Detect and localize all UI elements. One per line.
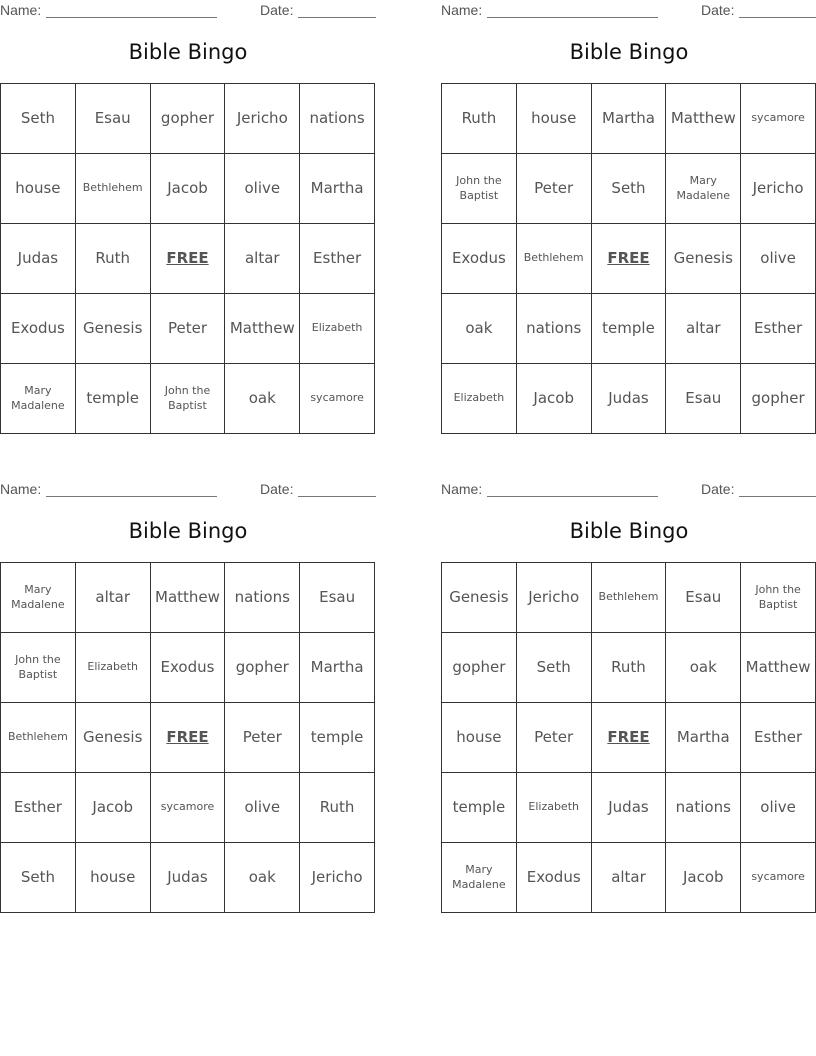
bingo-cell: temple bbox=[592, 294, 667, 364]
bingo-cell: Judas bbox=[592, 773, 667, 843]
date-label: Date: bbox=[260, 2, 294, 18]
bingo-cell: house bbox=[76, 843, 151, 913]
bingo-cell: Esther bbox=[300, 224, 375, 294]
bingo-cell: Jacob bbox=[76, 773, 151, 843]
bingo-cell: house bbox=[1, 154, 76, 224]
bingo-cell: Esther bbox=[1, 773, 76, 843]
bingo-cell: altar bbox=[592, 843, 667, 913]
bingo-cell: sycamore bbox=[151, 773, 226, 843]
name-label: Name: bbox=[441, 2, 483, 18]
name-date-line bbox=[441, 481, 816, 499]
bingo-cell: Exodus bbox=[442, 224, 517, 294]
bingo-cell: Bethlehem bbox=[76, 154, 151, 224]
bingo-cell: Peter bbox=[225, 703, 300, 773]
bingo-cell: gopher bbox=[225, 633, 300, 703]
name-blank bbox=[46, 17, 217, 18]
bingo-cell: oak bbox=[225, 843, 300, 913]
bingo-cell: Jericho bbox=[300, 843, 375, 913]
bingo-cell: temple bbox=[442, 773, 517, 843]
bingo-cell: Esau bbox=[666, 563, 741, 633]
bingo-cell: Judas bbox=[1, 224, 76, 294]
bingo-cell: John the Baptist bbox=[151, 364, 226, 434]
bingo-cell: altar bbox=[76, 563, 151, 633]
bingo-cell: Seth bbox=[1, 84, 76, 154]
bingo-grid bbox=[0, 562, 375, 913]
bingo-cell: oak bbox=[225, 364, 300, 434]
bingo-cell: gopher bbox=[442, 633, 517, 703]
bingo-cell: Matthew bbox=[741, 633, 816, 703]
bingo-cell: nations bbox=[225, 563, 300, 633]
date-blank bbox=[739, 496, 816, 497]
date-blank bbox=[298, 17, 376, 18]
bingo-cell: Jericho bbox=[225, 84, 300, 154]
bingo-cell: olive bbox=[225, 773, 300, 843]
bingo-cell: John the Baptist bbox=[1, 633, 76, 703]
bingo-cell: Jericho bbox=[741, 154, 816, 224]
bingo-cell: altar bbox=[225, 224, 300, 294]
bingo-cell: Jacob bbox=[666, 843, 741, 913]
bingo-cell: Martha bbox=[592, 84, 667, 154]
bingo-cell: Bethlehem bbox=[517, 224, 592, 294]
name-label: Name: bbox=[0, 481, 42, 497]
bingo-grid bbox=[0, 83, 375, 434]
bingo-cell: Esau bbox=[666, 364, 741, 434]
bingo-cell: Seth bbox=[517, 633, 592, 703]
bingo-cell: Peter bbox=[151, 294, 226, 364]
bingo-cell: Esther bbox=[741, 703, 816, 773]
bingo-cell: Peter bbox=[517, 154, 592, 224]
bingo-cell: Judas bbox=[592, 364, 667, 434]
bingo-cell: John the Baptist bbox=[741, 563, 816, 633]
bingo-cell: temple bbox=[76, 364, 151, 434]
bingo-cell: Bethlehem bbox=[1, 703, 76, 773]
free-space-cell: FREE bbox=[592, 703, 667, 773]
name-blank bbox=[487, 496, 658, 497]
bingo-cell: Esau bbox=[300, 563, 375, 633]
bingo-cell: Jacob bbox=[517, 364, 592, 434]
bingo-cell: nations bbox=[666, 773, 741, 843]
bingo-cell: sycamore bbox=[741, 843, 816, 913]
bingo-cell: house bbox=[442, 703, 517, 773]
bingo-cell: Genesis bbox=[76, 703, 151, 773]
bingo-cell: temple bbox=[300, 703, 375, 773]
name-blank bbox=[487, 17, 658, 18]
bingo-cell: house bbox=[517, 84, 592, 154]
card-title: Bible Bingo bbox=[569, 40, 689, 64]
name-date-line bbox=[0, 481, 376, 499]
bingo-cell: gopher bbox=[151, 84, 226, 154]
card-title: Bible Bingo bbox=[128, 519, 248, 543]
bingo-cell: Martha bbox=[300, 154, 375, 224]
free-space-cell: FREE bbox=[151, 224, 226, 294]
bingo-cell: sycamore bbox=[300, 364, 375, 434]
bingo-cell: Peter bbox=[517, 703, 592, 773]
bingo-cell: Esther bbox=[741, 294, 816, 364]
bingo-cell: Matthew bbox=[666, 84, 741, 154]
bingo-cell: Elizabeth bbox=[442, 364, 517, 434]
bingo-cell: Jericho bbox=[517, 563, 592, 633]
name-label: Name: bbox=[0, 2, 42, 18]
bingo-cell: Elizabeth bbox=[300, 294, 375, 364]
bingo-cell: Elizabeth bbox=[76, 633, 151, 703]
bingo-grid bbox=[441, 83, 816, 434]
bingo-cell: Ruth bbox=[442, 84, 517, 154]
bingo-cell: olive bbox=[741, 773, 816, 843]
bingo-cell: Exodus bbox=[151, 633, 226, 703]
bingo-cell: Esau bbox=[76, 84, 151, 154]
date-label: Date: bbox=[260, 481, 294, 497]
free-space-cell: FREE bbox=[592, 224, 667, 294]
bingo-cell: Seth bbox=[592, 154, 667, 224]
bingo-cell: Genesis bbox=[76, 294, 151, 364]
bingo-cell: nations bbox=[517, 294, 592, 364]
name-date-line bbox=[441, 2, 816, 20]
bingo-cell: Ruth bbox=[592, 633, 667, 703]
name-date-line bbox=[0, 2, 376, 20]
name-label: Name: bbox=[441, 481, 483, 497]
bingo-cell: Ruth bbox=[300, 773, 375, 843]
bingo-cell: Ruth bbox=[76, 224, 151, 294]
bingo-cell: altar bbox=[666, 294, 741, 364]
card-title: Bible Bingo bbox=[128, 40, 248, 64]
bingo-cell: olive bbox=[741, 224, 816, 294]
bingo-cell: oak bbox=[442, 294, 517, 364]
date-blank bbox=[739, 17, 816, 18]
bingo-cell: Matthew bbox=[225, 294, 300, 364]
free-space-cell: FREE bbox=[151, 703, 226, 773]
bingo-cell: Judas bbox=[151, 843, 226, 913]
bingo-cell: Matthew bbox=[151, 563, 226, 633]
bingo-cell: Mary Madalene bbox=[666, 154, 741, 224]
bingo-cell: Jacob bbox=[151, 154, 226, 224]
bingo-cell: gopher bbox=[741, 364, 816, 434]
bingo-cell: John the Baptist bbox=[442, 154, 517, 224]
bingo-cell: oak bbox=[666, 633, 741, 703]
bingo-cell: olive bbox=[225, 154, 300, 224]
bingo-cell: sycamore bbox=[741, 84, 816, 154]
bingo-cell: Bethlehem bbox=[592, 563, 667, 633]
bingo-cell: Martha bbox=[300, 633, 375, 703]
bingo-cell: Seth bbox=[1, 843, 76, 913]
bingo-cell: nations bbox=[300, 84, 375, 154]
bingo-cell: Mary Madalene bbox=[1, 364, 76, 434]
bingo-cell: Mary Madalene bbox=[1, 563, 76, 633]
bingo-cell: Exodus bbox=[517, 843, 592, 913]
bingo-cell: Elizabeth bbox=[517, 773, 592, 843]
date-label: Date: bbox=[701, 2, 735, 18]
bingo-cell: Martha bbox=[666, 703, 741, 773]
name-blank bbox=[46, 496, 217, 497]
bingo-grid bbox=[441, 562, 816, 913]
card-title: Bible Bingo bbox=[569, 519, 689, 543]
date-blank bbox=[298, 496, 376, 497]
date-label: Date: bbox=[701, 481, 735, 497]
bingo-cell: Genesis bbox=[666, 224, 741, 294]
bingo-cell: Mary Madalene bbox=[442, 843, 517, 913]
bingo-cell: Genesis bbox=[442, 563, 517, 633]
bingo-cell: Exodus bbox=[1, 294, 76, 364]
